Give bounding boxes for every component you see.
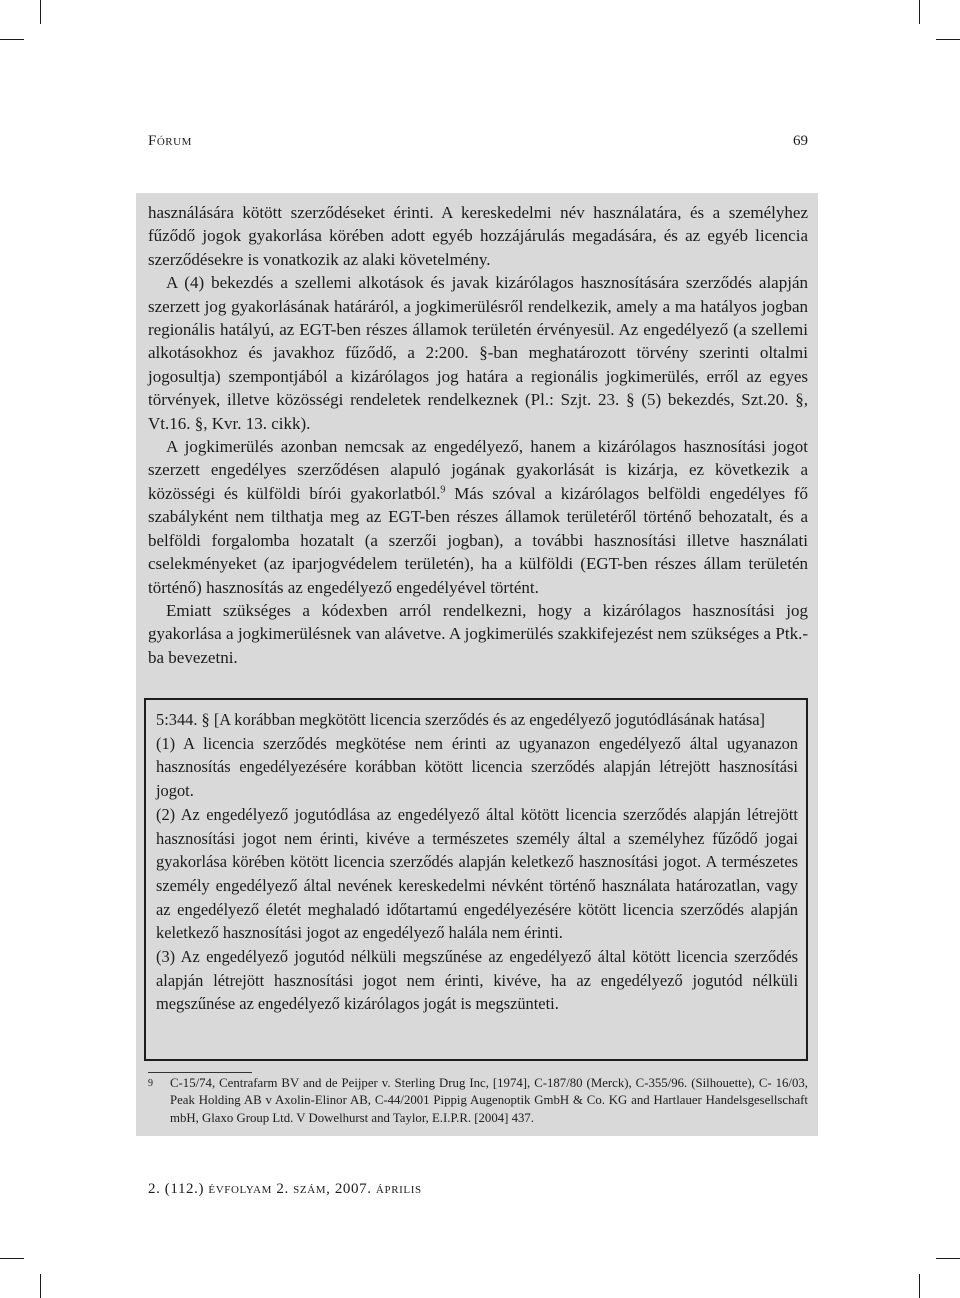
section-title: Fórum <box>148 133 192 149</box>
paragraph-3-part-2: Más szóval a kizárólagos belföldi engedélyes fő szabályként nem tilthatja meg az EGT-ben részes államok területéről történő behozatalt, és a belföldi forgalomba hozatalt (a szerzői jogban), a további hasznosítási illetve használati cselekményeket (az iparjogvédelem területén), ha a külföldi (EGT-ben részes állam területén történő) hasznosítás az engedélyező engedélyével történt. <box>148 483 808 597</box>
provision-item-2: (2) Az engedélyező jogutódlása az engedélyező által kötött licencia szerződés alapján létrejött hasznosítási jogot nem érinti, kivéve a természetes személy által a személyhez fűződő jogai gyakorlása körében kötött licencia szerződés alapján keletkező hasznosítási jogot. A természetes személy engedélyező által nevének kereskedelmi névként történő használata határozatlan, vagy az engedélyező életét meghaladó időtartamú engedélyezésére kötött licencia szerződés alapján keletkező hasznosítási jogot az engedélyező halála nem érinti. <box>156 804 798 943</box>
provision-item-1: (1) A licencia szerződés megkötése nem érinti az ugyanazon engedélyező által ugyanazon hasznosítás engedélyezésére korábban kötött licencia szerződés alapján létrejött hasznosítási jogot. <box>156 733 798 801</box>
paragraph-3 <box>148 435 808 599</box>
footnote <box>148 1075 808 1127</box>
crop-mark-bottom-left-h <box>0 1258 24 1259</box>
crop-mark-bottom-right-h <box>936 1258 960 1259</box>
provision-item-3: (3) Az engedélyező jogutód nélküli megszűnése az engedélyező által kötött licencia szerződés alapján létrejött hasznosítási jogot nem érinti, kivéve, ha az engedélyező jogutód nélküli megszűnése az engedélyező kizárólagos jogát is megszünteti. <box>156 947 798 1014</box>
crop-mark-top-left <box>40 0 41 24</box>
paragraph-4: Emiatt szükséges a kódexben arról rendelkezni, hogy a kizárólagos hasznosítási jog gyakorlása a jogkimerülésnek van alávetve. A jogkimerülés szakkifejezést nem szükséges a Ptk.-ba bevezetni. <box>148 600 808 667</box>
running-header <box>148 133 808 150</box>
footnote-text: C-15/74, Centrafarm BV and de Peijper v. Sterling Drug Inc, [1974], C-187/80 (Merck), C-355/96. (Silhouette), C- 16/03, Peak Holding AB v Axolin-Elinor AB, C-44/2001 Pippig Augenoptik GmbH & Co. KG and Hartlauer Handelsgesellschaft mbH, Glaxo Group Ltd. V Dowelhurst and Taylor, E.I.P.R. [2004] 437. <box>170 1076 808 1125</box>
page-number: 69 <box>793 133 808 149</box>
running-footer: 2. (112.) évfolyam 2. szám, 2007. április <box>148 1181 422 1197</box>
provision-heading: 5:344. § [A korábban megkötött licencia szerződés és az engedélyező jogutódlásának hatása] <box>156 710 765 729</box>
footnote-number: 9 <box>148 1078 153 1089</box>
paragraph-2: A (4) bekezdés a szellemi alkotások és javak kizárólagos hasznosítására szerződés alapján szerzett jog gyakorlásának határáról, a jogkimerülésről rendelkezik, amely a ma hatályos jogban regionális hatályú, az EGT-ben részes államok területén érvényesül. Az engedélyező (a szellemi alkotásokhoz és javakhoz fűződő, a 2:200. §-ban meghatározott törvény szerinti oltalmi jogosultja) szempontjából a kizárólagos jog határa a regionális jogkimerülés, erről az egyes törvények, illetve közösségi rendeletek rendelkeznek (Pl.: Szjt. 23. § (5) bekezdés, Szt.20. §, Vt.16. §, Kvr. 13. cikk). <box>148 273 808 433</box>
footnote-separator <box>148 1072 252 1073</box>
crop-mark-bottom-left <box>40 1274 41 1298</box>
crop-mark-top-left-h <box>0 39 24 40</box>
paragraph-1: használására kötött szerződéseket érinti. A kereskedelmi név használatára, és a személyhez fűződő jogok gyakorlása körében adott egyéb hozzájárulás megadására, és az egyéb licencia szerződésekre is vonatkozik az alaki követelmény. <box>148 203 808 269</box>
crop-mark-top-right <box>919 0 920 24</box>
paragraph-3-part-1: A jogkimerülés azonban nemcsak az engedélyező, hanem a kizárólagos hasznosítási jogot szerzett engedélyes szerződésen alapuló jogának gyakorlását is kizárja, ez következik a közösségi és külföldi bírói gyakorlatból. <box>148 437 808 503</box>
crop-mark-top-right-h <box>936 39 960 40</box>
main-text <box>148 201 808 669</box>
crop-mark-bottom-right <box>919 1274 920 1298</box>
boxed-provision <box>144 698 808 1061</box>
footnote-reference[interactable]: 9 <box>440 484 446 496</box>
